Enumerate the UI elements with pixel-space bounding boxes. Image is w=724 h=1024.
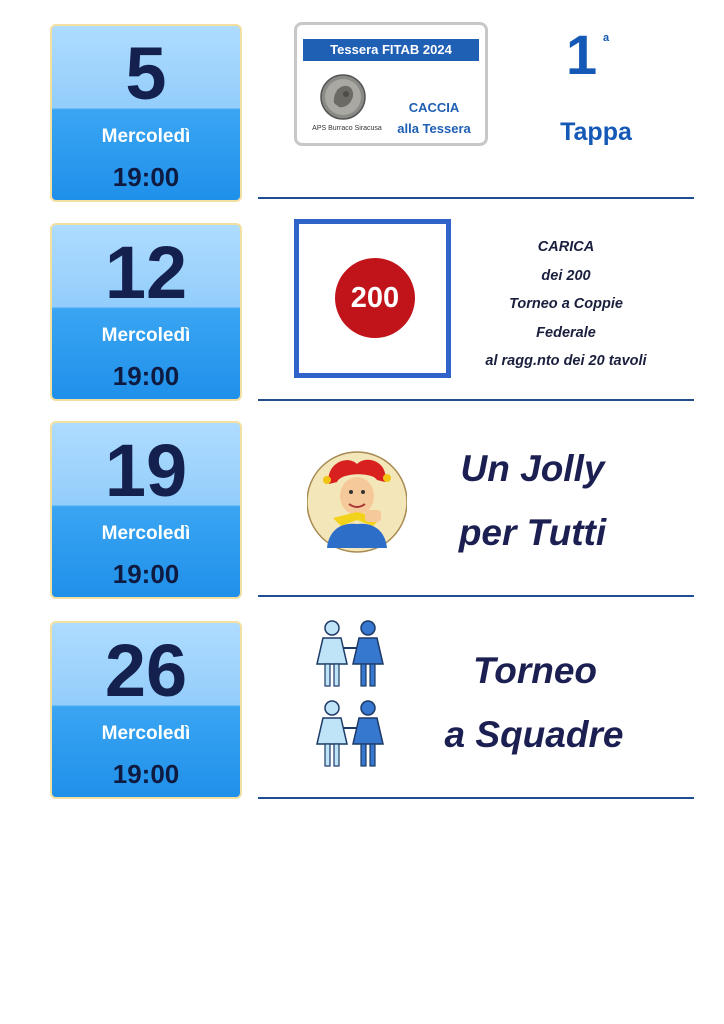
- carica-line: Federale: [536, 324, 596, 341]
- tappa-number: 1: [566, 23, 598, 86]
- separator-line: [258, 399, 694, 401]
- carica-text: [466, 233, 666, 376]
- badge-200: 200: [335, 258, 415, 338]
- date-weekday: Mercoledì: [101, 325, 191, 346]
- date-time: 19:00: [112, 361, 180, 391]
- date-weekday: Mercoledì: [101, 126, 191, 147]
- jolly-line-1: Un Jolly: [460, 448, 605, 489]
- jolly-line-2: per Tutti: [458, 512, 607, 553]
- tappa-label: Tappa: [560, 118, 632, 146]
- card-title: Tessera FITAB 2024: [303, 39, 479, 61]
- separator-line: [258, 797, 694, 799]
- card-line-1: CACCIA: [408, 100, 460, 115]
- date-weekday: Mercoledì: [101, 523, 191, 544]
- coin-icon: [319, 73, 367, 121]
- date-time: 19:00: [112, 559, 180, 589]
- carica-line: dei 200: [541, 267, 591, 284]
- date-time: 19:00: [112, 162, 180, 192]
- squadre-line-2: a Squadre: [444, 714, 624, 755]
- date-weekday: Mercoledì: [101, 723, 191, 744]
- card-text: [389, 97, 479, 139]
- date-time: 19:00: [112, 759, 180, 789]
- carica-line: Torneo a Coppie: [509, 296, 623, 312]
- tappa-superscript: a: [603, 32, 610, 44]
- date-day: 19: [104, 429, 188, 512]
- carica-line: CARICA: [537, 239, 595, 255]
- badge-frame: [294, 219, 451, 378]
- card-line-2: alla Tessera: [397, 121, 471, 136]
- couple-icon: [314, 618, 386, 690]
- date-box: [50, 421, 242, 599]
- membership-card: [294, 22, 488, 146]
- date-box: [50, 621, 242, 799]
- date-day: 26: [104, 629, 188, 712]
- separator-line: [258, 595, 694, 597]
- jester-icon: [307, 450, 407, 554]
- date-box: [50, 223, 242, 401]
- couple-icon: [314, 698, 386, 770]
- separator-line: [258, 197, 694, 199]
- date-day: 5: [125, 32, 167, 115]
- coin-caption: APS Burraco Siracusa: [312, 125, 382, 132]
- carica-line: al ragg.nto dei 20 tavoli: [485, 353, 647, 369]
- date-box: [50, 24, 242, 202]
- squadre-line-1: Torneo: [472, 650, 597, 691]
- date-day: 12: [104, 231, 188, 314]
